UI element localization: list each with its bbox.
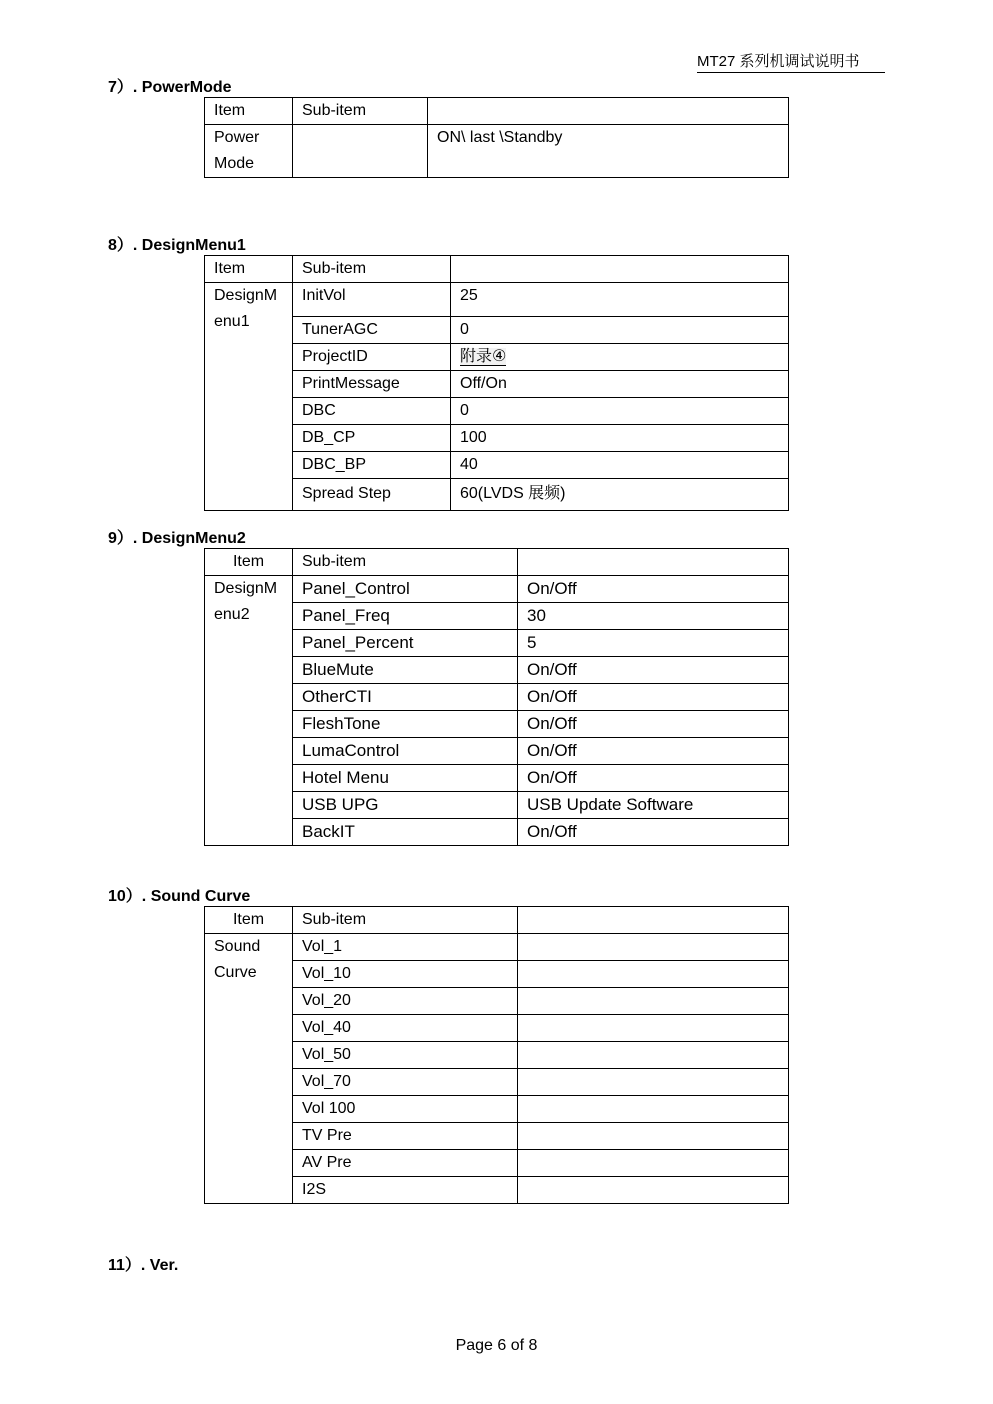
subitem-cell: InitVol — [293, 283, 451, 317]
value-cell — [518, 1123, 789, 1150]
value-cell — [518, 1177, 789, 1204]
page-number: Page 6 of 8 — [455, 1337, 538, 1354]
value-cell — [518, 1096, 789, 1123]
subitem-cell: Vol_50 — [293, 1042, 518, 1069]
subitem-cell: ProjectID — [293, 344, 451, 371]
value-cell: 0 — [451, 317, 789, 344]
section-title-sound-curve: 10）. Sound Curve — [108, 888, 251, 905]
value-cell: 40 — [451, 452, 789, 479]
value-cell: 30 — [518, 603, 789, 630]
header-cell-subitem: Sub-item — [293, 549, 518, 576]
value-cell: On/Off — [518, 576, 789, 603]
value-cell: 5 — [518, 630, 789, 657]
header-cell-value — [428, 98, 789, 125]
table-row — [205, 684, 789, 711]
value-cell — [451, 344, 789, 371]
designmenu1-table — [204, 255, 789, 511]
value-cell: 60(LVDS 展频) — [451, 479, 789, 511]
table-row — [205, 711, 789, 738]
table-header-row — [205, 549, 789, 576]
table-row — [205, 1123, 789, 1150]
header-cell-item: Item — [205, 256, 293, 283]
value-cell: On/Off — [518, 738, 789, 765]
table-row — [205, 371, 789, 398]
subitem-cell: USB UPG — [293, 792, 518, 819]
table-row — [205, 657, 789, 684]
table-row — [205, 1150, 789, 1177]
subitem-cell: PrintMessage — [293, 371, 451, 398]
table-row — [205, 283, 789, 317]
subitem-cell: Spread Step — [293, 479, 451, 511]
header-cell-subitem: Sub-item — [293, 98, 428, 125]
table-row — [205, 630, 789, 657]
table-header-row — [205, 256, 789, 283]
subitem-cell: OtherCTI — [293, 684, 518, 711]
subitem-cell: DBC_BP — [293, 452, 451, 479]
section-title-designmenu1: 8）. DesignMenu1 — [108, 237, 246, 254]
subitem-cell: DBC — [293, 398, 451, 425]
section-title-ver: 11）. Ver. — [108, 1257, 179, 1274]
table-row — [205, 792, 789, 819]
subitem-cell: BackIT — [293, 819, 518, 846]
table-row — [205, 603, 789, 630]
subitem-cell: FleshTone — [293, 711, 518, 738]
table-row — [205, 479, 789, 511]
header-cell-subitem: Sub-item — [293, 907, 518, 934]
header-cell-value — [451, 256, 789, 283]
value-cell — [518, 1150, 789, 1177]
value-cell: 100 — [451, 425, 789, 452]
table-row — [205, 398, 789, 425]
table-row — [205, 317, 789, 344]
value-cell: On/Off — [518, 657, 789, 684]
value-cell: On/Off — [518, 684, 789, 711]
subitem-cell: Vol_40 — [293, 1015, 518, 1042]
item-cell: DesignMenu2 — [205, 576, 293, 846]
table-row — [205, 819, 789, 846]
subitem-cell: BlueMute — [293, 657, 518, 684]
subitem-cell: DB_CP — [293, 425, 451, 452]
subitem-cell: TV Pre — [293, 1123, 518, 1150]
item-cell: Sound Curve — [205, 934, 293, 1204]
table-row — [205, 765, 789, 792]
subitem-cell — [293, 125, 428, 178]
table-row — [205, 738, 789, 765]
value-cell — [518, 988, 789, 1015]
designmenu2-table — [204, 548, 789, 846]
value-cell: ON\ last \Standby — [428, 125, 789, 178]
value-cell — [518, 1042, 789, 1069]
subitem-cell: TunerAGC — [293, 317, 451, 344]
header-cell-value — [518, 549, 789, 576]
value-cell: On/Off — [518, 819, 789, 846]
value-cell: USB Update Software — [518, 792, 789, 819]
header-cell-value — [518, 907, 789, 934]
powermode-table — [204, 97, 789, 178]
subitem-cell: Panel_Control — [293, 576, 518, 603]
value-cell — [518, 961, 789, 988]
table-row — [205, 576, 789, 603]
table-row — [205, 1042, 789, 1069]
subitem-cell: Vol 100 — [293, 1096, 518, 1123]
item-cell: Power Mode — [205, 125, 293, 178]
header-cell-item: Item — [205, 907, 293, 934]
section-title-powermode: 7）. PowerMode — [108, 79, 232, 96]
document-header-title: MT27 系列机调试说明书 — [697, 50, 885, 73]
table-row — [205, 344, 789, 371]
value-cell: On/Off — [518, 711, 789, 738]
sound-curve-table — [204, 906, 789, 1204]
table-row — [205, 988, 789, 1015]
table-row — [205, 1096, 789, 1123]
item-cell: DesignMenu1 — [205, 283, 293, 511]
subitem-cell: AV Pre — [293, 1150, 518, 1177]
subitem-cell: Panel_Freq — [293, 603, 518, 630]
header-cell-item: Item — [205, 549, 293, 576]
table-row — [205, 961, 789, 988]
subitem-cell: Vol_1 — [293, 934, 518, 961]
table-row — [205, 125, 789, 178]
table-header-row — [205, 98, 789, 125]
value-cell: On/Off — [518, 765, 789, 792]
table-row — [205, 452, 789, 479]
subitem-cell: Vol_20 — [293, 988, 518, 1015]
table-row — [205, 1069, 789, 1096]
table-row — [205, 934, 789, 961]
header-cell-item: Item — [205, 98, 293, 125]
table-header-row — [205, 907, 789, 934]
subitem-cell: Panel_Percent — [293, 630, 518, 657]
subitem-cell: LumaControl — [293, 738, 518, 765]
subitem-cell: Vol_10 — [293, 961, 518, 988]
appendix-reference-link[interactable]: 附录④ — [460, 348, 507, 365]
value-cell: 0 — [451, 398, 789, 425]
subitem-cell: Vol_70 — [293, 1069, 518, 1096]
value-cell: 25 — [451, 283, 789, 317]
header-cell-subitem: Sub-item — [293, 256, 451, 283]
table-row — [205, 1177, 789, 1204]
value-cell — [518, 1069, 789, 1096]
value-cell — [518, 1015, 789, 1042]
subitem-cell: I2S — [293, 1177, 518, 1204]
subitem-cell: Hotel Menu — [293, 765, 518, 792]
table-row — [205, 1015, 789, 1042]
table-row — [205, 425, 789, 452]
value-cell: Off/On — [451, 371, 789, 398]
value-cell — [518, 934, 789, 961]
section-title-designmenu2: 9）. DesignMenu2 — [108, 530, 246, 547]
